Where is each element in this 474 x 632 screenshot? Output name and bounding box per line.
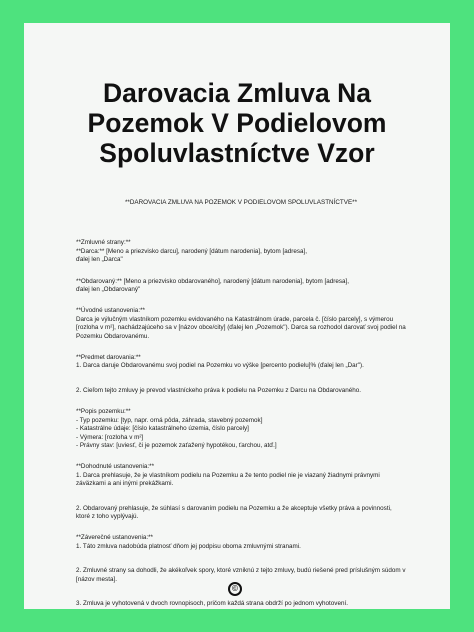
final-section <box>76 534 406 608</box>
subject-header: **Predmet darovania:** <box>76 354 141 362</box>
recipient-alias: ďalej len „Obdarovaný" <box>76 286 141 294</box>
parties-header: **Zmluvné strany:** <box>76 239 131 247</box>
description-item-area: - Výmera: [rozloha v m²] <box>76 433 144 441</box>
agreed-item-1: 1. Darca prehlasuje, že je vlastníkom podielu na Pozemku a že tento podiel nie je viazaný žiadnymi právnymi záväzkami a ani inými prekážkami. <box>76 471 380 488</box>
intro-text: Darca je výlučným vlastníkom pozemku evidovaného na Katastrálnom úrade, parcela č. [číslo parcely], s výmerou [rozloha v m²], nachádzajúceho sa v [názov obce/city] (ďalej len „Pozemok"). Darca sa rozhodol darovať svoj podiel na Pozemku Obdarovanému. <box>76 315 406 340</box>
contract-body <box>76 199 406 608</box>
description-item-cadastre: - Katastrálne údaje: [číslo katastrálneho územia, číslo parcely] <box>76 425 249 433</box>
subject-item-2: 2. Cieľom tejto zmluvy je prevod vlastníckeho práva k podielu na Pozemku z Darcu na Obdarovaného. <box>76 386 361 394</box>
intro-header: **Úvodné ustanovenia:** <box>76 307 145 315</box>
description-header: **Popis pozemku:** <box>76 408 131 416</box>
description-section <box>76 408 406 450</box>
final-item-2: 2. Zmluvné strany sa dohodli, že akékoľvek spory, ktoré vzniknú z tejto zmluvy, budú riešené pred príslušným súdom v [názov mesta]. <box>76 567 406 583</box>
subject-item-1: 1. Darca daruje Obdarovanému svoj podiel na Pozemku vo výške [percento podielu]% (ďalej len „Dar"). <box>76 362 364 370</box>
page-title <box>24 78 450 168</box>
final-item-1: 1. Táto zmluva nadobúda platnosť dňom jej podpisu oboma zmluvnými stranami. <box>76 542 301 550</box>
donor-line: **Darca:** [Meno a priezvisko darcu], narodený [dátum narodenia], bytom [adresa], <box>76 247 308 255</box>
final-header: **Záverečné ustanovenia:** <box>76 534 154 542</box>
donor-alias: ďalej len „Darca" <box>76 256 123 264</box>
contract-heading: **DAROVACIA ZMLUVA NA POZEMOK V PODIELOVOM SPOLUVLASTNÍCTVE** <box>124 199 358 206</box>
final-item-3: 3. Zmluva je vyhotovená v dvoch rovnopisoch, pričom každá strana obdrží po jednom vyhotovení. <box>76 599 348 607</box>
title-line-1: Darovacia Zmluva Na <box>102 78 372 108</box>
agreed-header: **Dohodnuté ustanovenia:** <box>76 463 155 471</box>
description-item-legal: - Právny stav: [uviesť, či je pozemok zaťažený hypotékou, ťarchou, atď.] <box>76 441 277 449</box>
agreed-item-2: 2. Obdarovaný prehlasuje, že súhlasí s darovaním podielu na Pozemku a že akceptuje všetky práva a povinnosti, ktoré z toho vyplývajú. <box>76 504 392 520</box>
document-sheet <box>24 23 450 609</box>
description-item-type: - Typ pozemku: [typ, napr. orná pôda, záhrada, stavebný pozemok] <box>76 416 263 424</box>
parties-section <box>76 239 406 264</box>
agreed-section <box>76 463 406 521</box>
recipient-section <box>76 278 406 295</box>
subject-section <box>76 354 406 395</box>
copyright-icon: © <box>228 582 242 596</box>
recipient-line: **Obdarovaný:** [Meno a priezvisko obdarovaného], narodený [dátum narodenia], bytom [adresa], <box>76 277 350 285</box>
intro-section <box>76 307 406 341</box>
title-line-3: Spoluvlastníctve Vzor <box>99 138 375 168</box>
title-line-2: Pozemok V Podielovom <box>87 108 387 138</box>
